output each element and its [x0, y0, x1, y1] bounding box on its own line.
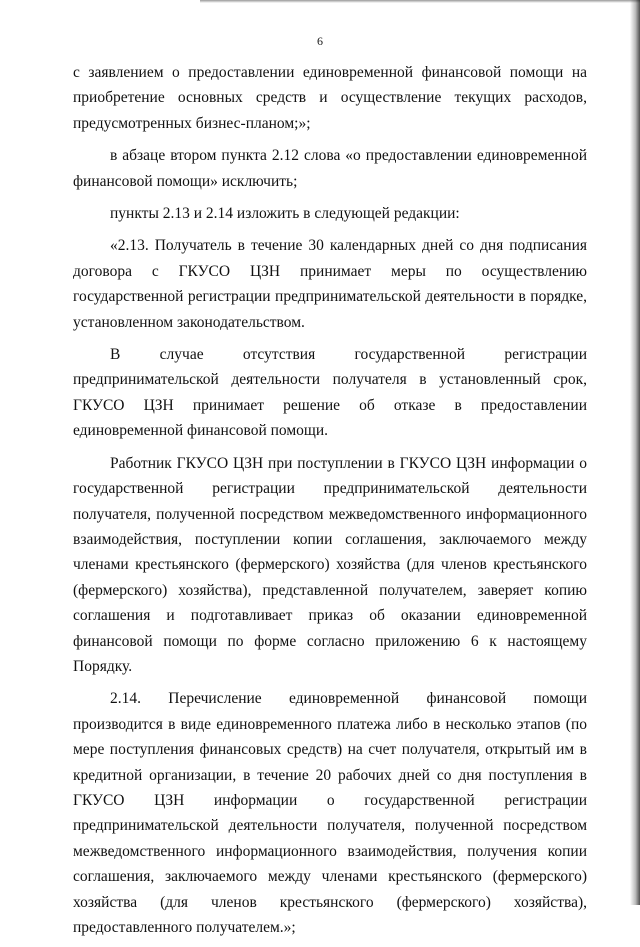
scan-shadow-top	[200, 0, 640, 3]
paragraph-2-14: 2.14. Перечисление единовременной финансовой помощи производится в виде единовременного платежа либо в несколько этапов (по мере поступления финансовых средств) на счет получателя, открытый им в кредитной организации, в течение 20 рабочих дней со дня поступления в ГКУСО ЦЗН информации о государственной регистрации предпринимательской деятельности получателя, полученной посредством межведомственного информационного взаимодействия, получения копии соглашения, заключаемого между членами крестьянского (фермерского) хозяйства (для членов крестьянского (фермерского) хозяйства), предоставленного получателем.»;	[73, 690, 587, 936]
paragraph-2-13-refusal: В случае отсутствия государственной регистрации предпринимательской деятельности получателя в установленный срок, ГКУСО ЦЗН принимает решение об отказе в предоставлении единовременной финансовой помощи.	[73, 346, 587, 440]
paragraph-amendment-2-12: в абзаце втором пункта 2.12 слова «о предоставлении единовременной финансовой помощи» исключить;	[73, 147, 587, 190]
paragraph-2-13-worker: Работник ГКУСО ЦЗН при поступлении в ГКУСО ЦЗН информации о государственной регистрации предпринимательской деятельности получателя, полученной посредством межведомственного информационного взаимодействия, поступлении копии соглашения, заключаемого между членами крестьянского (фермерского) хозяйства (для членов крестьянского (фермерского) хозяйства), представленной получателем, заверяет копию соглашения и подготавливает приказ об оказании единовременной финансовой помощи по форме согласно приложению 6 к настоящему Порядку.	[73, 454, 587, 675]
paragraph-amendment-intro: пункты 2.13 и 2.14 изложить в следующей редакции:	[110, 205, 460, 223]
document-body	[73, 60, 587, 947]
page-number: 6	[317, 34, 323, 48]
scan-shadow-right	[630, 0, 640, 905]
paragraph-continuation: с заявлением о предоставлении единовременной финансовой помощи на приобретение основных средств и осуществление текущих расходов, предусмотренных бизнес-планом;»;	[73, 64, 587, 132]
paragraph-2-13: «2.13. Получатель в течение 30 календарных дней со дня подписания договора с ГКУСО ЦЗН принимает меры по осуществлению государственной регистрации предпринимательской деятельности в порядке, установленном законодательством.	[73, 237, 587, 331]
